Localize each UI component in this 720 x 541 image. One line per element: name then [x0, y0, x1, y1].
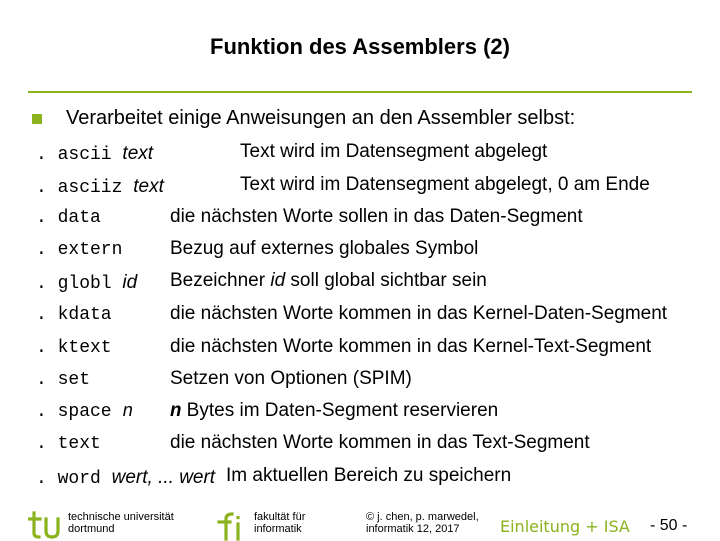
- tu-dortmund-logo-icon: [28, 511, 64, 541]
- directive-name: . ascii text: [36, 143, 154, 165]
- directive-description: Bezeichner id soll global sichtbar sein: [170, 270, 487, 291]
- directive-name: . text: [36, 434, 101, 454]
- university-name: technische universität dortmund: [68, 511, 174, 535]
- bullet-square: [32, 114, 42, 124]
- title-divider: [28, 91, 692, 93]
- directive-description: die nächsten Worte sollen in das Daten-Segment: [170, 206, 583, 227]
- directive-description: Bezug auf externes globales Symbol: [170, 238, 479, 259]
- directive-description: Text wird im Datensegment abgelegt, 0 am Ende: [240, 174, 650, 195]
- directive-name: . ktext: [36, 338, 112, 358]
- lead-text: Verarbeitet einige Anweisungen an den Assembler selbst:: [66, 107, 576, 129]
- directive-description: die nächsten Worte kommen in das Kernel-Daten-Segment: [170, 303, 668, 324]
- directive-description: die nächsten Worte kommen in das Kernel-Text-Segment: [170, 336, 652, 357]
- directive-name: . set: [36, 370, 91, 390]
- slide-title: Funktion des Assemblers (2): [210, 34, 510, 59]
- slide-footer: [0, 505, 720, 540]
- directive-name: . globl id: [36, 272, 138, 294]
- directive-description: n Bytes im Daten-Segment reservieren: [170, 400, 499, 422]
- directive-name: . kdata: [36, 305, 112, 325]
- copyright: © j. chen, p. marwedel, informatik 12, 2017: [366, 511, 479, 535]
- directive-description: Setzen von Optionen (SPIM): [170, 368, 412, 389]
- faculty-name: fakultät für informatik: [254, 511, 306, 535]
- directive-description: Im aktuellen Bereich zu speichern: [226, 465, 512, 486]
- faculty-logo-icon: [214, 511, 244, 541]
- directive-name: . asciiz text: [36, 176, 164, 198]
- directive-name: . space n: [36, 402, 134, 422]
- directive-description: die nächsten Worte kommen in das Text-Segment: [170, 432, 590, 453]
- directive-name: . data: [36, 208, 101, 228]
- directive-description: Text wird im Datensegment abgelegt: [240, 141, 548, 162]
- directive-name: . extern: [36, 240, 123, 260]
- slide-topic: Einleitung + ISA: [500, 517, 630, 536]
- page-number: - 50 -: [650, 517, 688, 534]
- directive-name: . word wert, ... wert: [36, 467, 216, 489]
